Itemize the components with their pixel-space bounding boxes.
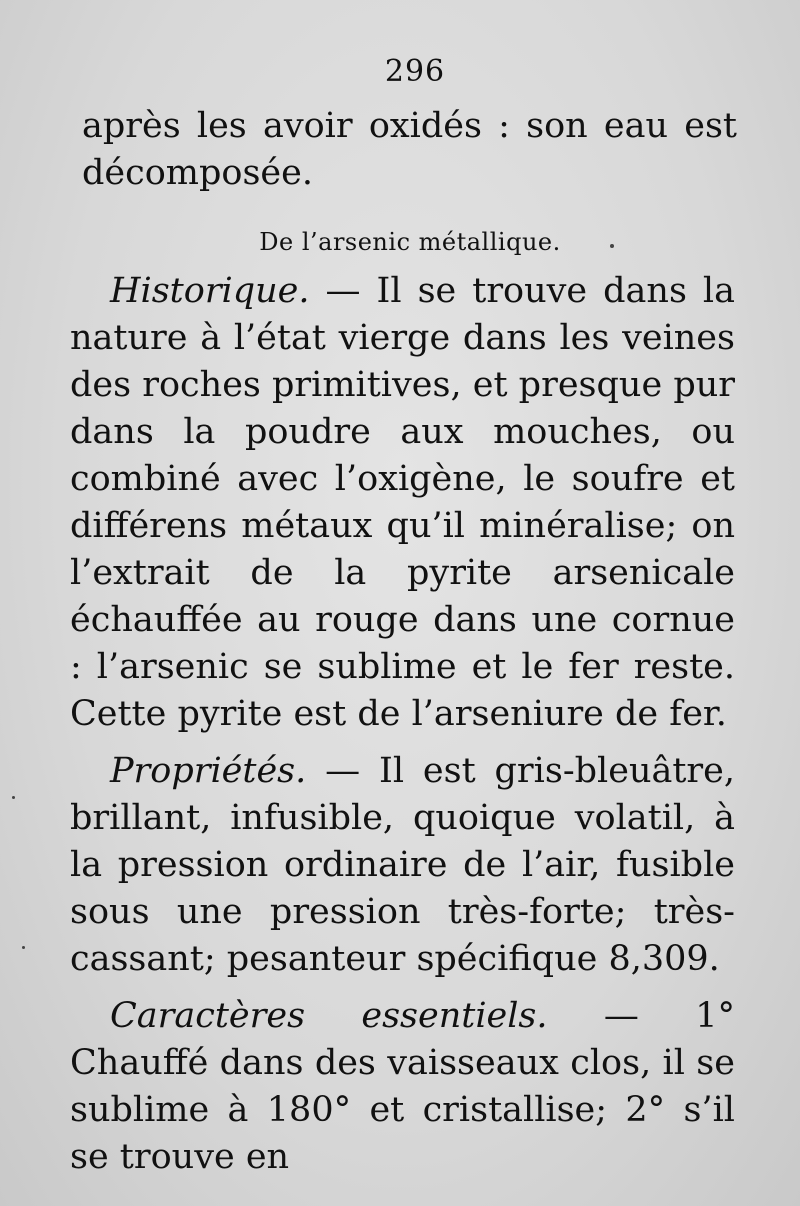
print-speck (12, 796, 15, 799)
body-text (70, 268, 735, 1181)
print-speck (610, 244, 614, 248)
paragraph-caracteres (70, 993, 735, 1181)
paragraph-text: — Il se trouve dans la nature à l’état vierge dans les veines des roches primitives, et presque pur dans la poudre aux mouches, ou combiné avec l’oxigène, le soufre et différens métaux qu’il minéralise; on l’extrait de la pyrite arsenicale échauffée au rouge dans une cornue : l’arsenic se sublime et le fer reste. Cette pyrite est de l’arseniure de fer. (70, 271, 735, 734)
section-heading: De l’arsenic métallique. (259, 228, 561, 256)
page-number: 296 (384, 54, 446, 89)
continuation-paragraph: après les avoir oxidés : son eau est décomposée. (82, 106, 737, 193)
continuation-text (82, 103, 737, 197)
paragraph-text: — Il est gris-bleuâtre, brillant, infusible, quoique volatil, à la pression ordinaire de l’air, fusible sous une pression très-forte; très-cassant; pesanteur spécifique 8,309. (70, 751, 735, 979)
paragraph-proprietes (70, 748, 735, 983)
run-in-heading: Caractères essentiels. (110, 996, 548, 1036)
paragraph-historique (70, 268, 735, 738)
paragraph-text: — 1° Chauffé dans des vaisseaux clos, il se sublime à 180° et cristallise; 2° s’il se trouve en (70, 996, 735, 1177)
print-speck (22, 946, 25, 949)
run-in-heading: Propriétés. (110, 751, 307, 791)
run-in-heading: Historique. (110, 271, 310, 311)
